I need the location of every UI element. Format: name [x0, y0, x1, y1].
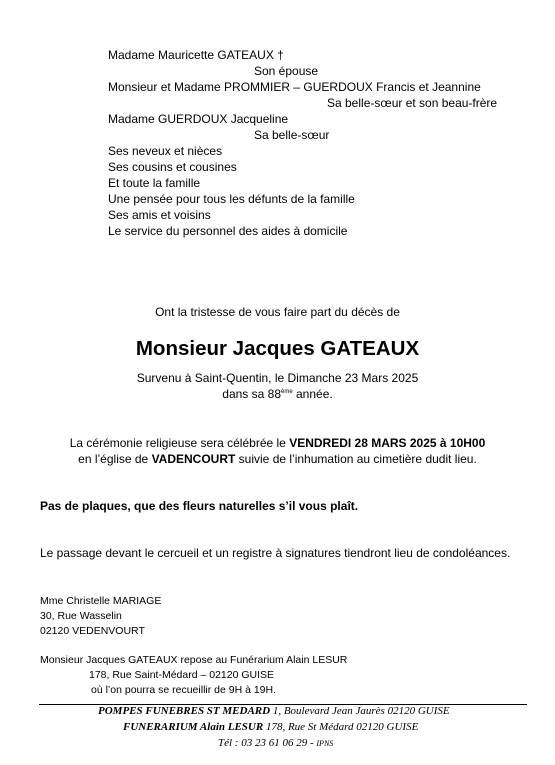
ceremony-text: La cérémonie religieuse sera célébrée le [69, 436, 290, 450]
family-relation-1: Son épouse [254, 64, 319, 78]
family-member-1: Madame Mauricette GATEAUX † [108, 48, 284, 62]
family-line-nephews: Ses neveux et nièces [108, 144, 223, 158]
funerarium-hours: où l’on pourra se recueillir de 9H à 19H. [91, 684, 277, 696]
ceremony-datetime: VENDREDI 28 MARS 2025 à 10H00 [289, 436, 486, 450]
death-place-date: Survenu à Saint-Quentin, le Dimanche 23 Mars 2025 [136, 371, 419, 385]
ceremony-line-1 [0, 435, 555, 451]
family-member-2: Monsieur et Madame PROMMIER – GUERDOUX Francis et Jeannine [108, 80, 481, 94]
footer-line-1 [98, 704, 450, 719]
ceremony-church-place: VADENCOURT [151, 452, 236, 466]
family-member-3: Madame GUERDOUX Jacqueline [108, 112, 289, 126]
family-line-friends: Ses amis et voisins [108, 208, 211, 222]
flowers-note: Pas de plaques, que des fleurs naturelles s’il vous plaît. [40, 499, 359, 513]
footer-company: POMPES FUNEBRES ST MEDARD [98, 705, 271, 717]
age-line [0, 386, 555, 402]
family-relation-3: Sa belle-sœur [254, 128, 330, 142]
deceased-name: Monsieur Jacques GATEAUX [135, 337, 420, 360]
age-prefix: dans sa 88 [222, 387, 281, 401]
age-superscript: ème [281, 389, 293, 395]
footer-ipns: IPNS [316, 739, 334, 748]
footer-line-3 [218, 736, 333, 751]
funerarium-rest: Monsieur Jacques GATEAUX repose au Funérarium Alain LESUR [40, 654, 348, 666]
family-relation-2: Sa belle-sœur et son beau-frère [327, 96, 498, 110]
footer-line-2 [123, 720, 418, 735]
footer-funerarium-address: 178, Rue St Médard 02120 GUISE [263, 721, 419, 733]
footer-company-address: 1, Boulevard Jean Jaurès 02120 GUISE [270, 705, 450, 717]
family-line-service: Le service du personnel des aides à domicile [108, 224, 348, 238]
contact-name: Mme Christelle MARIAGE [40, 595, 162, 607]
contact-street: 30, Rue Wasselin [40, 610, 122, 622]
funerarium-address: 178, Rue Saint-Médard – 02120 GUISE [89, 669, 275, 681]
footer-phone: Tél : 03 23 61 06 29 - [218, 737, 317, 749]
ceremony-burial: suivie de l’inhumation au cimetière dudit lieu. [235, 452, 477, 466]
intro-text: Ont la tristesse de vous faire part du décès de [155, 305, 400, 319]
ceremony-church-pre: en l’église de [78, 452, 152, 466]
age-suffix: année. [292, 387, 333, 401]
ceremony-line-2 [0, 451, 555, 467]
footer-funerarium: FUNERARIUM Alain LESUR [123, 721, 264, 733]
family-line-all: Et toute la famille [108, 176, 201, 190]
contact-city: 02120 VEDENVOURT [40, 625, 145, 637]
family-line-thought: Une pensée pour tous les défunts de la famille [108, 192, 355, 206]
family-line-cousins: Ses cousins et cousines [108, 160, 237, 174]
condolences-note: Le passage devant le cercueil et un registre à signatures tiendront lieu de condoléances. [40, 546, 511, 560]
